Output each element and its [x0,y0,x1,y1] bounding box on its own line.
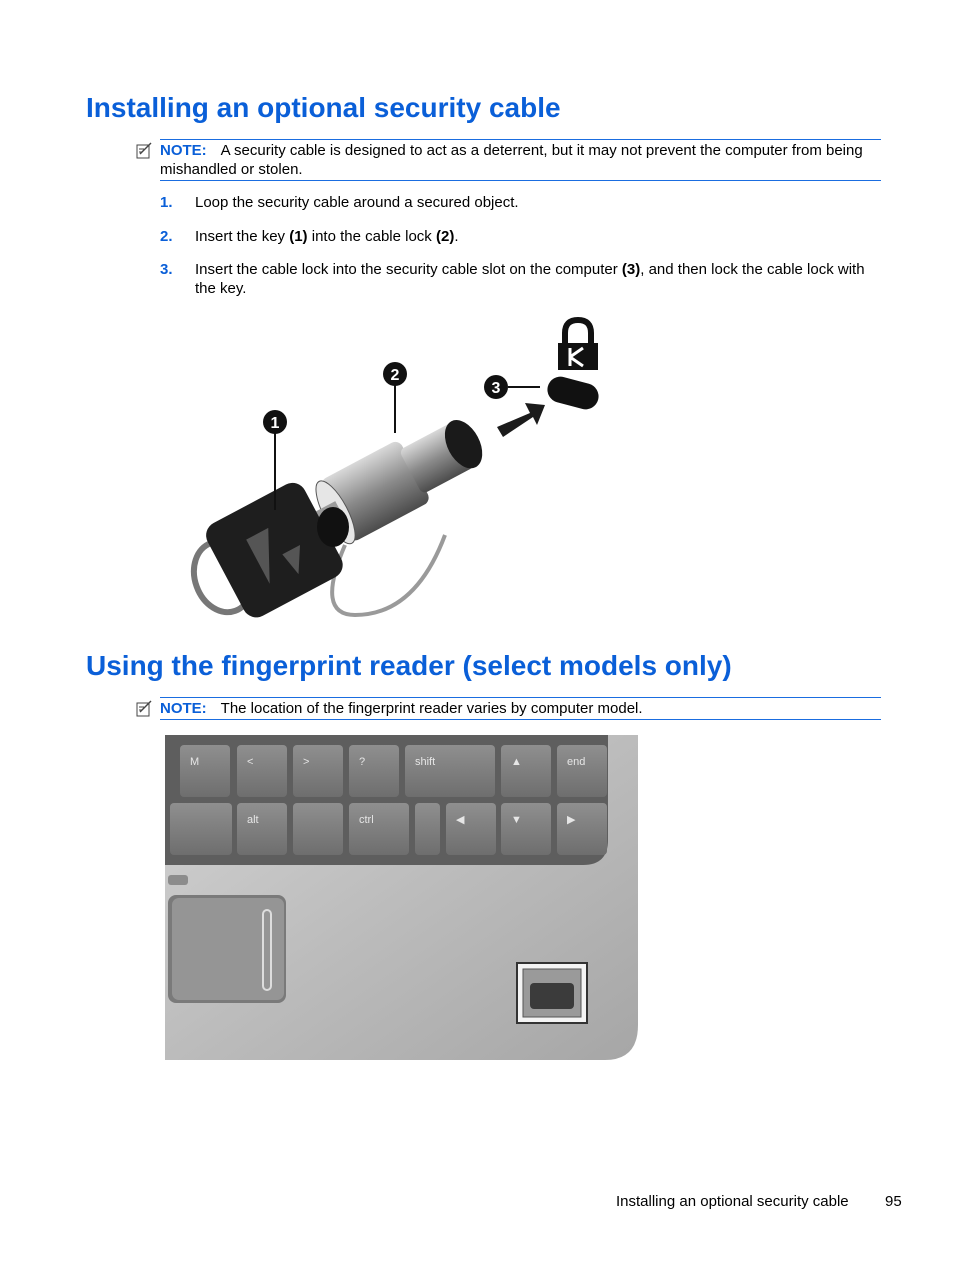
keyboard-key [557,803,607,855]
svg-text:shift: shift [415,756,436,768]
page-number: 95 [885,1193,902,1210]
note-box-fingerprint [160,697,881,720]
section-title-fingerprint: Using the fingerprint reader (select models only) [86,650,732,681]
svg-text:end: end [567,756,586,768]
keyboard-key [293,745,343,797]
svg-text:▲: ▲ [511,756,522,768]
keyboard-key [237,803,287,855]
keyboard-key [501,803,551,855]
keyboard-key [293,803,343,855]
step-number: 3. [160,261,173,278]
keyboard-key [501,745,551,797]
note-box-security [160,139,881,181]
footer-section-name: Installing an optional security cable [616,1193,849,1210]
svg-text:>: > [303,756,310,768]
svg-text:▶: ▶ [567,814,576,826]
svg-text:◀: ◀ [456,814,465,826]
security-slot-lock-icon [558,320,598,370]
svg-text:?: ? [359,756,366,768]
svg-text:2: 2 [390,367,400,384]
step-text: Insert the key (1) into the cable lock (2). [195,228,459,245]
note-pencil-icon [136,142,154,165]
callout-3 [484,375,508,399]
fingerprint-reader-sensor [517,963,587,1023]
svg-text:alt: alt [247,814,259,826]
svg-text:M: M [190,756,200,768]
svg-text:▼: ▼ [511,814,522,826]
note-label: NOTE: [160,700,207,717]
note-text: A security cable is designed to act as a deterrent, but it may not prevent the computer from being mishandled or stolen. [160,142,863,178]
section-title-security-cable: Installing an optional security cable [86,92,561,123]
fingerprint-reader-illustration [160,735,640,1065]
step-text: Loop the security cable around a secured object. [195,194,519,211]
step-text: Insert the cable lock into the security cable slot on the computer (3), and then lock the cable lock with the key. [195,261,865,297]
keyboard-key [349,803,409,855]
keyboard-key [446,803,496,855]
callout-2 [383,362,407,386]
svg-text:ctrl: ctrl [359,814,374,826]
keyboard-key [170,803,232,855]
callout-1 [263,410,287,434]
keyboard-key [405,745,495,797]
note-pencil-icon [136,700,154,723]
keyboard-key [237,745,287,797]
svg-text:1: 1 [270,415,280,432]
svg-text:3: 3 [491,380,501,397]
note-label: NOTE: [160,142,207,159]
note-text: The location of the fingerprint reader varies by computer model. [220,700,643,717]
security-cable-illustration [185,315,605,625]
keyboard-key [415,803,440,855]
keyboard-key [180,745,230,797]
keyboard-key [349,745,399,797]
svg-text:<: < [247,756,254,768]
keyboard-key [557,745,607,797]
step-number: 1. [160,194,173,211]
step-number: 2. [160,228,173,245]
